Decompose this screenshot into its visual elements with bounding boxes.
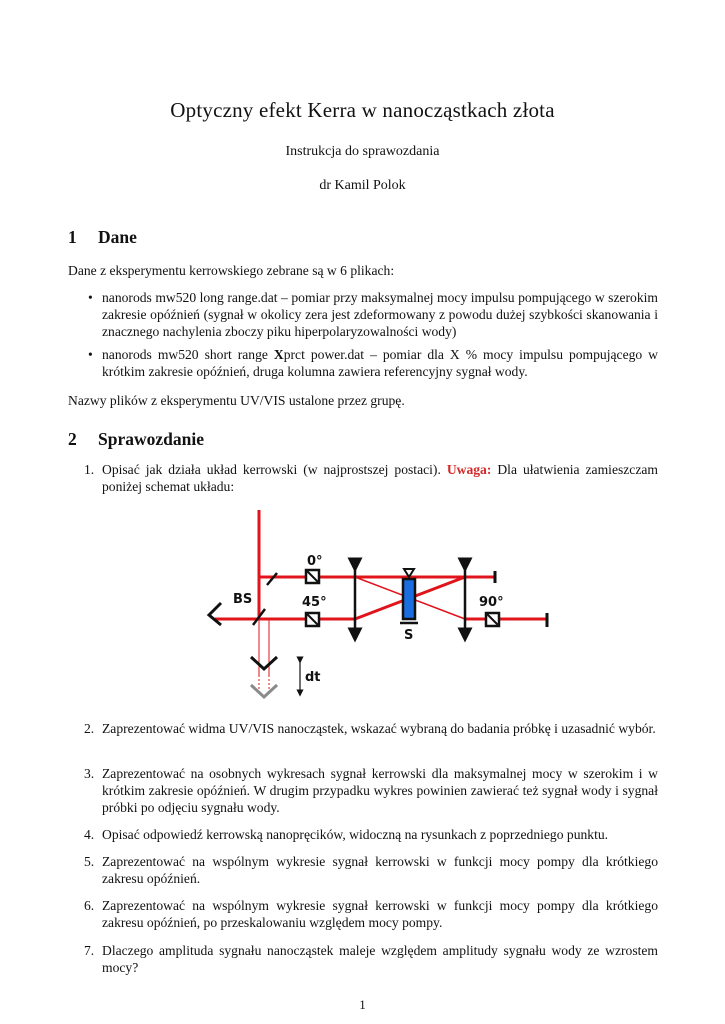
item-text: Zaprezentować na wspólnym wykresie sygnał kerrowski w funkcji mocy pompy dla krótkiego zakresu opóźnień. bbox=[102, 854, 658, 886]
delay-retroreflector-icon bbox=[251, 657, 277, 669]
item-text: Zaprezentować na osobnych wykresach sygnał kerrowski dla maksymalnej mocy w szerokim i w krótkim zakresie opóźnień. W drugim przypadku wykres powinien zawierać też sygnał wody i sygnał próbki po odjęciu sygnału wody. bbox=[102, 766, 658, 815]
polarizer-45-icon bbox=[306, 613, 319, 626]
bullet-icon: • bbox=[88, 290, 93, 305]
item-text: Dlaczego amplituda sygnału nanocząstek maleje względem amplitudy sygnału wody ze wzrostem mocy? bbox=[102, 943, 658, 975]
item-text: Zaprezentować widma UV/VIS nanocząstek, wskazać wybraną do badania próbkę i uzasadnić wybór. bbox=[102, 721, 656, 736]
page-number: 1 bbox=[359, 997, 366, 1012]
section-1-outro: Nazwy plików z eksperymentu UV/VIS ustalone przez grupę. bbox=[68, 393, 405, 408]
polarizer-90-label: 90° bbox=[479, 595, 504, 610]
filename-bold: X bbox=[273, 347, 284, 362]
document-author: dr Kamil Polok bbox=[319, 178, 406, 193]
item-text: Zaprezentować na wspólnym wykresie sygnał kerrowski w funkcji mocy pompy dla krótkiego zakresu opóźnień, po przeskalowaniu względem mocy pompy. bbox=[102, 898, 658, 930]
section-1-intro: Dane z eksperymentu kerrowskiego zebrane są w 6 plikach: bbox=[68, 263, 395, 278]
bullet-2-description: – pomiar dla X % mocy impulsu pompującego w krótkim zakresie opóźnień, druga kolumna zawiera referencyjny sygnał wody. bbox=[102, 347, 658, 379]
item-text: Opisać odpowiedź kerrowską nanopręcików, widoczną na rysunkach z poprzedniego punktu. bbox=[102, 827, 609, 842]
filename-prefix: nanorods mw520 short range bbox=[102, 347, 274, 362]
item-number: 6. bbox=[84, 898, 95, 913]
list-item bbox=[88, 289, 658, 340]
section-1-heading bbox=[68, 227, 137, 248]
item-1-text: Opisać jak działa układ kerrowski (w najprostszej postaci). bbox=[102, 462, 441, 477]
item-number: 2. bbox=[84, 721, 95, 736]
item-number: 4. bbox=[84, 827, 95, 842]
filename-suffix: prct power.dat bbox=[283, 347, 365, 362]
bullet-text: nanorods mw520 long range.dat – pomiar przy maksymalnej mocy impulsu pompującego w szerokim zakresie opóźnień (sygnał w okolicy zera jest zdeformowany z powodu dużej szybkości skanowania i znacznego nachylenia zboczy piku hiperpolaryzowalności wody) bbox=[102, 290, 658, 339]
list-item bbox=[84, 942, 658, 976]
polarizer-90-icon bbox=[486, 613, 499, 626]
warning-label: Uwaga: bbox=[446, 462, 492, 477]
list-item bbox=[84, 897, 658, 931]
item-number: 5. bbox=[84, 854, 95, 869]
section-title: Dane bbox=[98, 227, 137, 247]
polarizer-45-label: 45° bbox=[302, 595, 327, 610]
list-item bbox=[84, 853, 658, 887]
polarizer-0-icon bbox=[306, 570, 319, 583]
mirror-icon bbox=[267, 573, 277, 585]
section-number: 1 bbox=[68, 227, 77, 247]
sample-label: S bbox=[404, 628, 414, 643]
list-item bbox=[84, 720, 658, 737]
polarizer-0-label: 0° bbox=[307, 554, 323, 569]
list-item bbox=[84, 765, 658, 816]
sample-icon bbox=[403, 579, 415, 619]
kerr-setup-diagram bbox=[195, 505, 565, 705]
bs-label: BS bbox=[233, 592, 253, 607]
item-number: 7. bbox=[84, 943, 95, 958]
section-number: 2 bbox=[68, 429, 77, 449]
list-item bbox=[84, 826, 658, 843]
document-subtitle: Instrukcja do sprawozdania bbox=[285, 144, 440, 159]
item-1-continuation: Dla ułatwienia zamieszczam poniżej schemat układu: bbox=[102, 462, 658, 494]
list-item bbox=[84, 461, 658, 495]
section-2-heading bbox=[68, 429, 204, 450]
item-number: 1. bbox=[84, 462, 95, 477]
delay-label: dt bbox=[305, 670, 321, 685]
item-number: 3. bbox=[84, 766, 95, 781]
retroreflector-left-icon bbox=[209, 603, 221, 625]
bullet-icon: • bbox=[88, 347, 93, 362]
section-title: Sprawozdanie bbox=[98, 429, 204, 449]
bullet-text bbox=[102, 346, 658, 380]
document-title: Optyczny efekt Kerra w nanocząstkach złota bbox=[170, 98, 555, 122]
list-item bbox=[88, 346, 658, 380]
delay-retroreflector-ghost-icon bbox=[251, 685, 277, 697]
